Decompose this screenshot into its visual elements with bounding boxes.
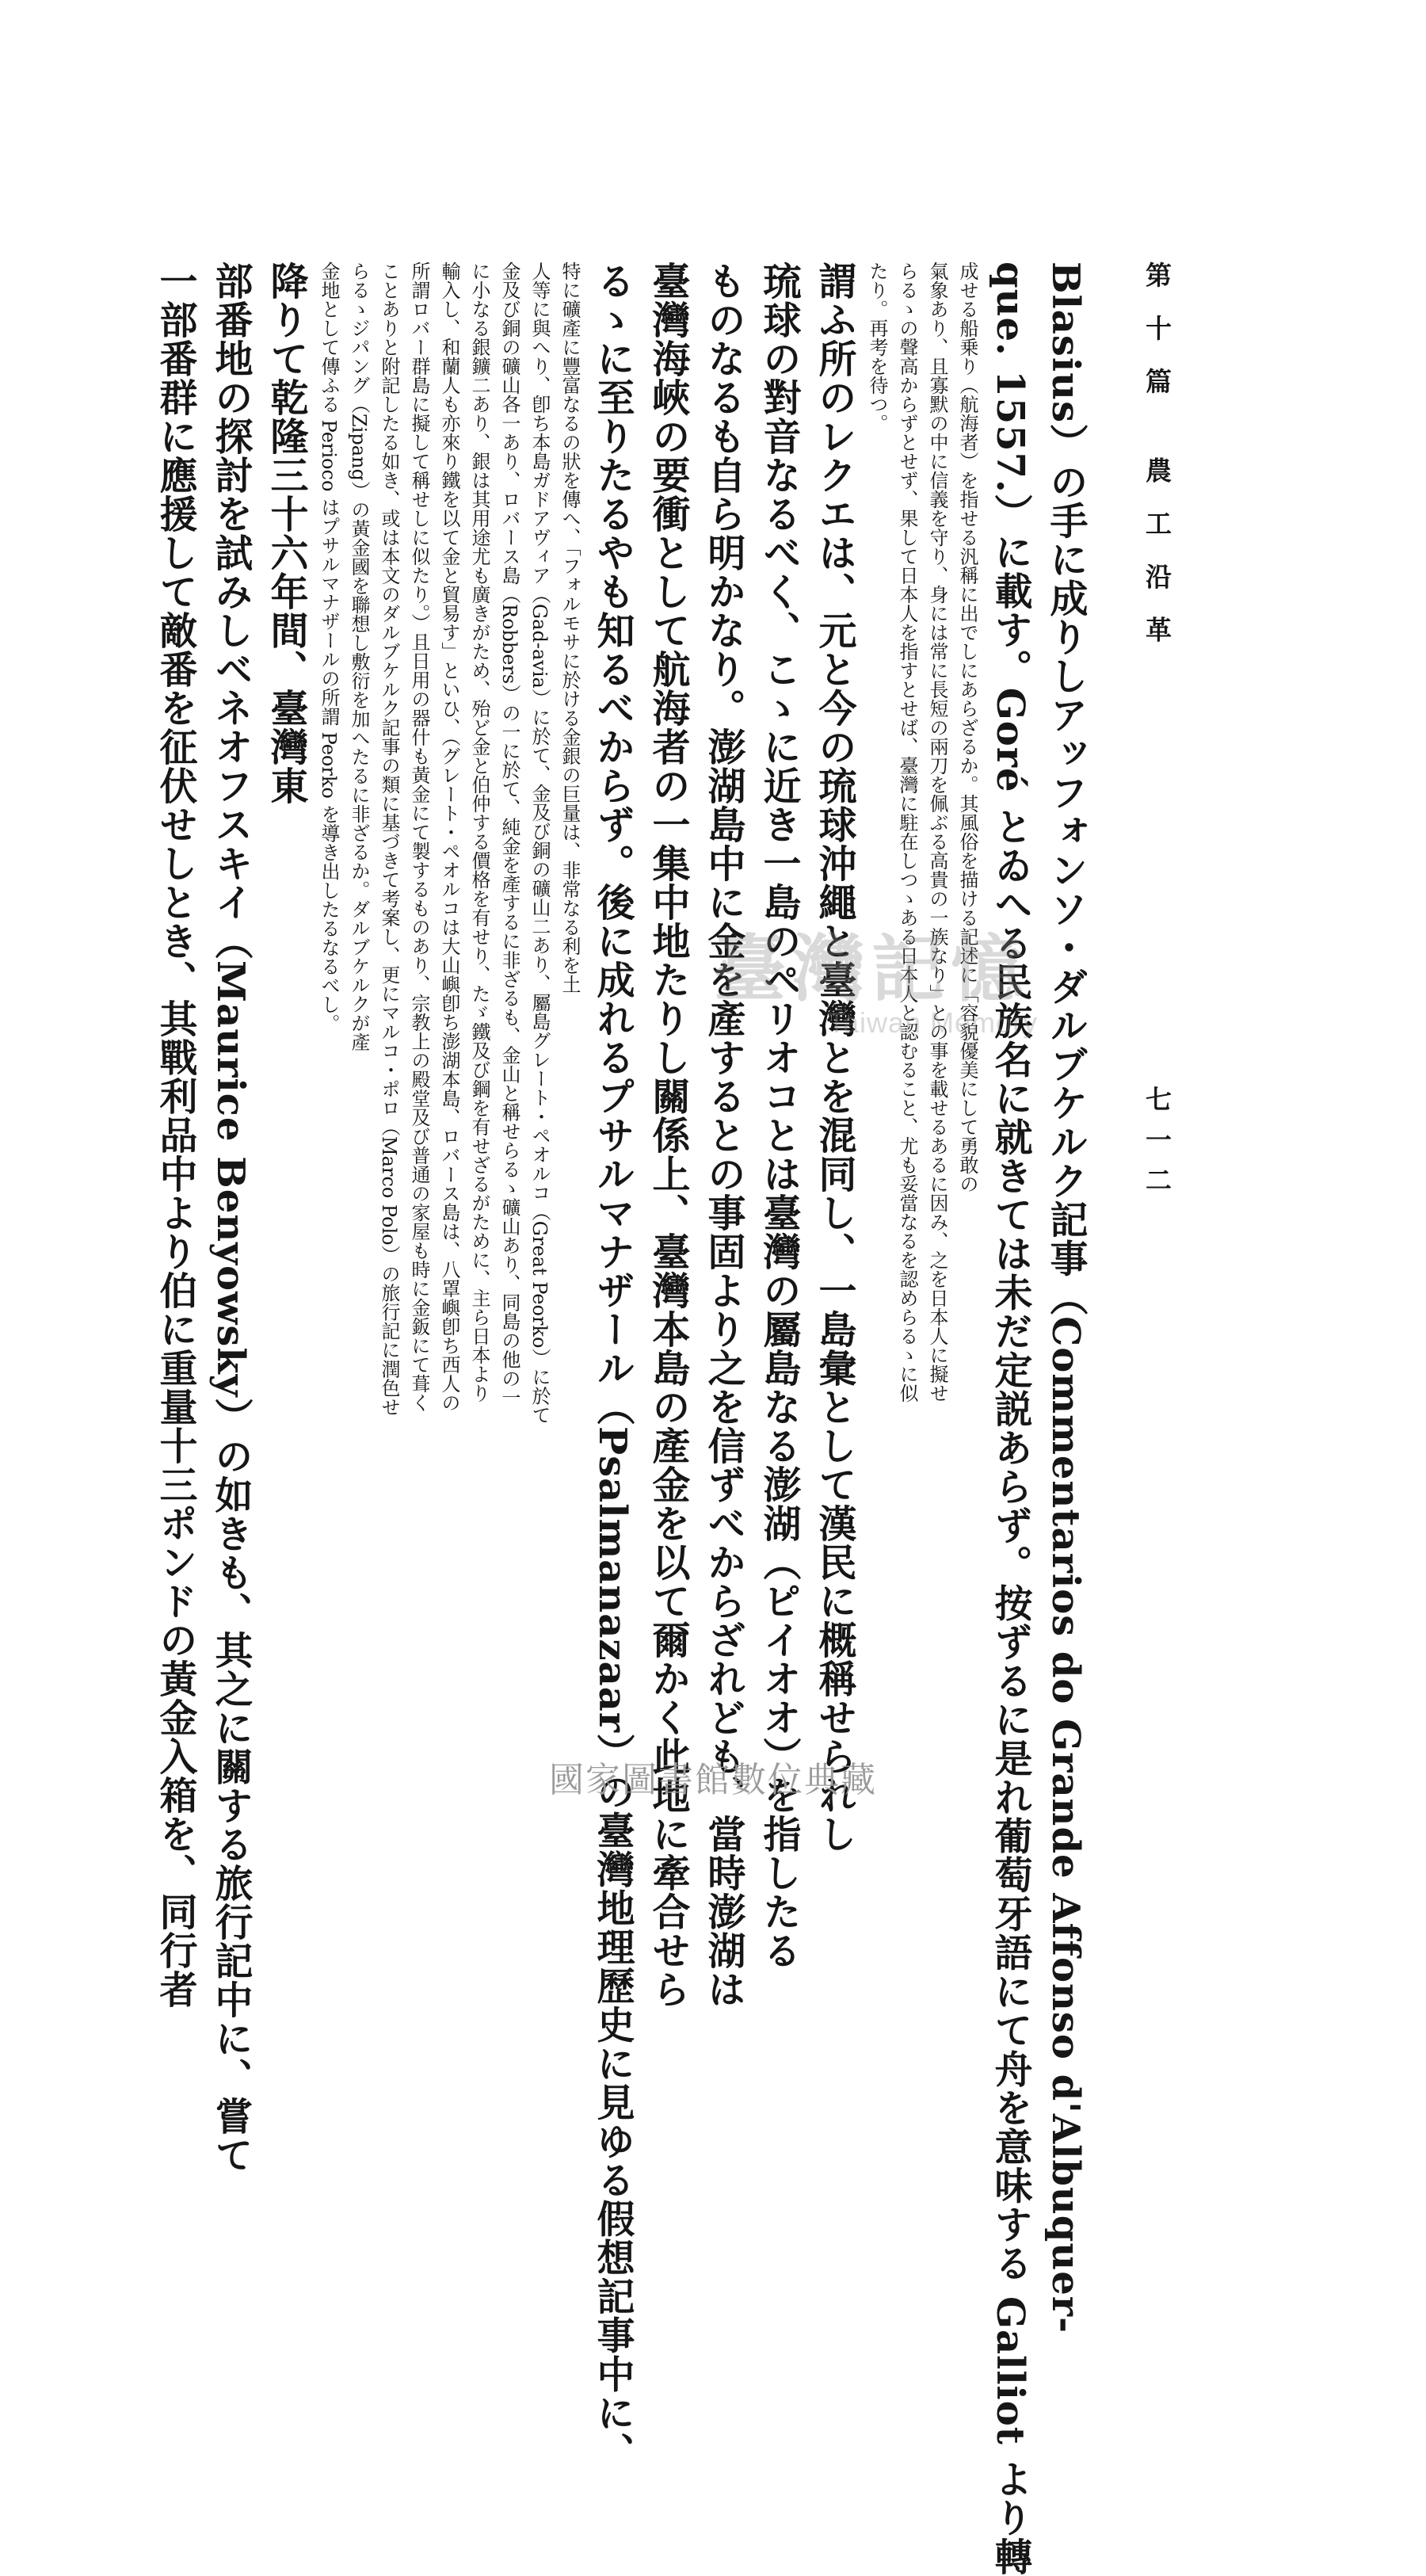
text-column: 降りて乾隆三十六年間、臺灣東 bbox=[264, 261, 308, 805]
note-column: に小なる銀鑛二あり、銀は其用途尤も廣きがため、殆ど金と伯仲する價格を有せり、たゞ鐵及び鋼を有せざるがために、主ら日本より bbox=[468, 261, 490, 1402]
page-number: 七一二 bbox=[1142, 1086, 1172, 1207]
note-column: らるゝジパング（Zipang）の黃金國を聯想し敷衍を加へたるに非ざるか。ダルブケルクが產 bbox=[348, 261, 370, 1051]
note-column: 金地として傳ふる Perioco はプサルマナザールの所謂 Peorko を導き出したるなるべし。 bbox=[318, 261, 340, 1033]
text-column: 部番地の探討を試みしベネオフスキイ（Maurice Benyowsky）の如きも、其之に關する旅行記中に、嘗て bbox=[208, 261, 253, 2174]
note-column: 人等に與へり、卽ち本島ガドアヴィア（Gad-avia）に於て、金及び銅の礦山二あり、屬島グレート・ペオルコ（Great Peorko）に於て bbox=[528, 261, 551, 1425]
note-column: 特に礦產に豐富なるの狀を傳へ、「フォルモサに於ける金銀の巨量は、非常なる利を土 bbox=[559, 261, 581, 994]
text-column: Blasius）の手に成りしアッフォンソ・ダルブケルク記事（Commentarios do Grande Affonso d'Albuquer- bbox=[1043, 261, 1088, 2334]
note-column: らるゝの聲高からずとせず、果して日本人を指すとせば、臺灣に駐在しつゝある日本人と認むること、尤も妥當なるを認めらるゝに似 bbox=[896, 261, 918, 1402]
watermark bbox=[713, 911, 1125, 1062]
watermark-chinese: 臺灣記憶 bbox=[713, 926, 1031, 1012]
footer-credit: 國家圖書館數位典藏 bbox=[549, 1760, 877, 1800]
note-column: たり。再考を待つ。 bbox=[866, 261, 888, 433]
note-column: 金及び銅の礦山各一あり、ロバース島（Robbers）の一に於て、純金を產するに非ざるも、金山と稱せらるゝ礦山あり、同島の他の一 bbox=[498, 261, 520, 1407]
running-head: 第十篇 農工沿革 bbox=[1142, 261, 1172, 670]
note-column: 氣象あり、且寡默の中に信義を守り、身には常に長短の兩刀を佩ぶる高貴の一族なり」との事を載せるあるに因み、之を日本人に擬せ bbox=[926, 261, 948, 1402]
text-column: るゝに至りたるやも知るべからず。後に成れるプサルマナザール（Psalmanazaar）の臺灣地理歷史に見ゆる假想記事中に、 bbox=[590, 261, 635, 2471]
note-column: 輸入し、和蘭人も亦來り鐵を以て金と貿易す」といひ、（グレート・ペオルコは大山嶼卽ち澎湖本島、ロバース島は、八罩嶼卽ち西人の bbox=[438, 261, 460, 1412]
text-column: 琉球の對音なるべく、こゝに近き一島のペリオコとは臺灣の屬島なる澎湖（ピイオオ）を指したる bbox=[757, 261, 801, 1970]
text-column: 謂ふ所のレクエは、元と今の琉球沖繩と臺灣とを混同し、一島彙として漢民に概稱せられし bbox=[812, 261, 856, 1853]
note-column: ことありと附記したる如き、或は本文のダルブケルク記事の類に基づきて考案し、更にマルコ・ポロ（Marco Polo）の旅行記に潤色せ bbox=[378, 261, 400, 1417]
note-column: 成せる船乗り（航海者）を指せる汎稱に出でしにあらざるか。其風俗を描ける記述に「容貌優美にして勇敢の bbox=[956, 261, 978, 1193]
text-column: 一部番群に應援して敵番を征伏せしとき、其戰利品中より伯に重量十三ポンドの黃金入箱を、同行者 bbox=[153, 261, 197, 2009]
text-column: 臺灣海峽の要衝として航海者の一集中地たりし關係上、臺灣本島の產金を以て爾かく此地に牽合せら bbox=[646, 261, 690, 2009]
note-column: 所謂ロバー群島に擬して稱せしに似たり。）且日用の器什も黃金にて製するものあり、宗教上の殿堂及び普通の家屋も時に金鈑にて葺く bbox=[408, 261, 430, 1412]
watermark-english: Taiwan Memory bbox=[828, 1006, 1039, 1039]
text-column: ものなるも自ら明かなり。澎湖島中に金を產するとの事固より之を信ずべからざれども、當時澎湖は bbox=[701, 261, 745, 2009]
text-column: que. 1557.）に載す。Goré とゐへる民族名に就きては未だ定説あらず。按ずるに是れ葡萄牙語にて舟を意味する Galliot より轉 bbox=[988, 261, 1032, 2576]
